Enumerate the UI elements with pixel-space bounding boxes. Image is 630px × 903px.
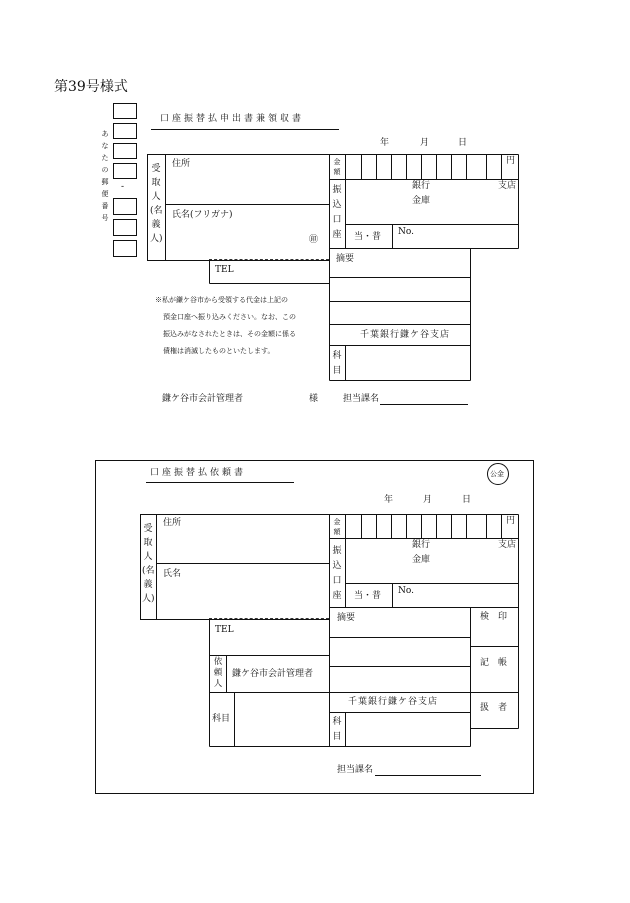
top-subject-label: 科目 bbox=[332, 351, 342, 376]
top-addressee: 鎌ケ谷市会計管理者 bbox=[162, 394, 244, 404]
top-date-month: 月 bbox=[420, 138, 430, 148]
top-name-label: 氏名(フリガナ) bbox=[172, 210, 233, 220]
top-seal-mark: ㊞ bbox=[309, 235, 319, 245]
bottom-transfer-account-label: 振込口座 bbox=[332, 546, 342, 601]
top-notice-line: 振込みがなされたときは、その金額に係る bbox=[163, 330, 296, 338]
bottom-subject-label: 科目 bbox=[332, 717, 342, 742]
bottom-bank-branch: 千葉銀行鎌ケ谷支店 bbox=[348, 697, 439, 707]
bottom-shinkin: 金庫 bbox=[412, 555, 431, 565]
bottom-tel-label: TEL bbox=[215, 625, 234, 635]
bottom-address-input[interactable] bbox=[157, 532, 328, 562]
bottom-address-label: 住所 bbox=[163, 518, 182, 528]
top-transfer-account-label: 振込口座 bbox=[332, 185, 342, 240]
top-shinkin: 金庫 bbox=[412, 196, 431, 206]
top-tel-label: TEL bbox=[215, 265, 234, 275]
public-funds-stamp-text: 公金 bbox=[490, 470, 504, 478]
bottom-name-input[interactable] bbox=[157, 583, 328, 617]
top-account-no: No. bbox=[398, 227, 414, 237]
postal-label: あなたの郵便番号 bbox=[101, 130, 109, 222]
bottom-account-no: No. bbox=[398, 586, 414, 596]
top-date-year: 年 bbox=[380, 138, 390, 148]
top-date-day: 日 bbox=[458, 138, 468, 148]
top-sama: 様 bbox=[309, 394, 319, 404]
top-notice-line: 預金口座へ振り込みください。なお、この bbox=[163, 313, 296, 321]
record-label: 記 帳 bbox=[480, 658, 508, 668]
top-notice-line: 債権は消滅したものといたします。 bbox=[163, 347, 275, 355]
top-bank-branch: 千葉銀行鎌ケ谷支店 bbox=[360, 330, 451, 340]
handler-label: 扱 者 bbox=[480, 703, 508, 713]
bottom-summary-label: 摘要 bbox=[337, 613, 356, 623]
bottom-form-title: 口座振替払依頼書 bbox=[150, 468, 247, 478]
bottom-date-year: 年 bbox=[384, 495, 394, 505]
top-amount-label: 金額 bbox=[333, 158, 341, 176]
bottom-account-type: 当・普 bbox=[354, 591, 382, 601]
bottom-subject-left-label: 科目 bbox=[212, 714, 231, 724]
bottom-branch: 支店 bbox=[498, 540, 517, 550]
top-bank: 銀行 bbox=[412, 181, 431, 191]
top-form-title: 口座振替払申出書兼領収書 bbox=[160, 114, 305, 124]
top-dept-label: 担当課名 bbox=[343, 394, 380, 404]
top-account-type: 当・普 bbox=[354, 232, 382, 242]
bottom-dept-input-line[interactable] bbox=[375, 775, 481, 776]
form-number: 第39号様式 bbox=[54, 79, 128, 95]
requester-label: 依頼人 bbox=[213, 657, 223, 689]
bottom-yen: 円 bbox=[506, 516, 516, 526]
postal-dash: - bbox=[121, 182, 125, 192]
bottom-date-day: 日 bbox=[462, 495, 472, 505]
top-branch: 支店 bbox=[498, 181, 517, 191]
bottom-amount-label: 金額 bbox=[333, 518, 341, 536]
bottom-dept-label: 担当課名 bbox=[337, 765, 374, 775]
top-notice-line: ※私が鎌ケ谷市から受領する代金は上記の bbox=[155, 296, 288, 304]
top-yen: 円 bbox=[506, 156, 516, 166]
bottom-name-label: 氏名 bbox=[163, 569, 182, 579]
requester-name: 鎌ケ谷市会計管理者 bbox=[232, 669, 314, 679]
bottom-recipient-label: 受取人(名義人) bbox=[142, 524, 155, 604]
top-address-label: 住所 bbox=[172, 159, 191, 169]
top-recipient-label: 受取人(名義人) bbox=[150, 164, 163, 244]
top-summary-label: 摘要 bbox=[336, 254, 355, 264]
bottom-bank: 銀行 bbox=[412, 540, 431, 550]
bottom-date-month: 月 bbox=[423, 495, 433, 505]
inspection-label: 検 印 bbox=[480, 612, 508, 622]
